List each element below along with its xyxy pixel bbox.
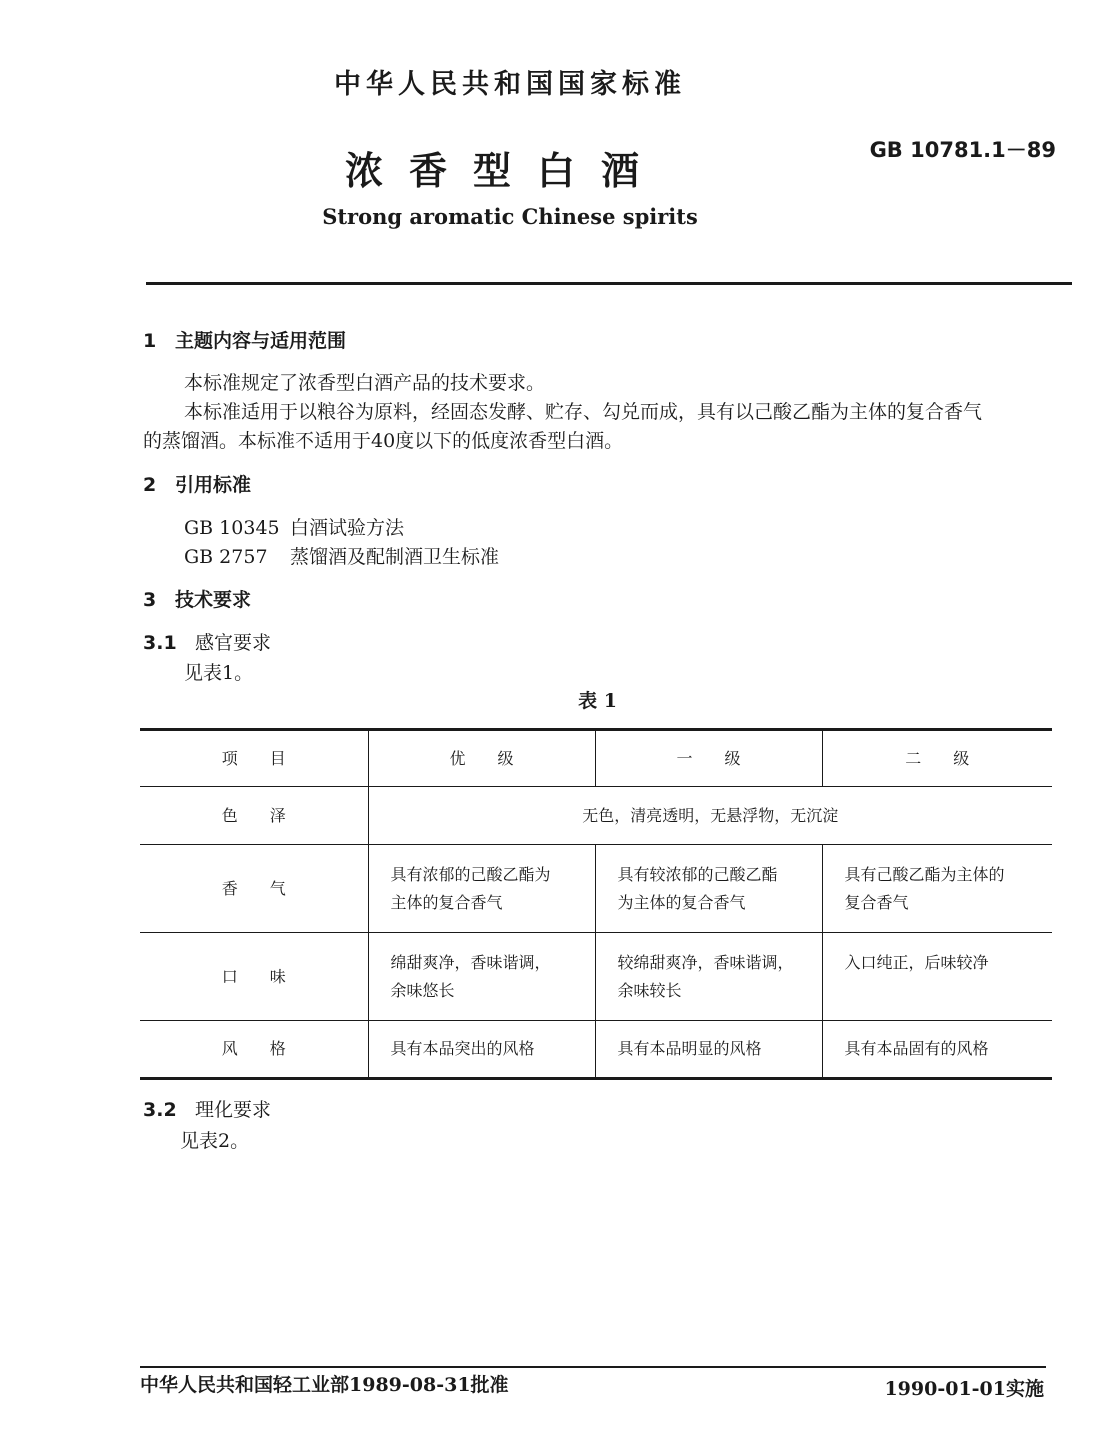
table-cell: 绵甜爽净，香味谐调， 余味悠长	[368, 933, 595, 1021]
page-title-english: Strong aromatic Chinese spirits	[322, 204, 698, 229]
section-3-1-heading	[143, 628, 271, 655]
section-1-heading	[143, 326, 346, 353]
section-3-2-heading	[143, 1095, 271, 1122]
reference-name: 白酒试验方法	[290, 517, 405, 539]
footer-rule	[140, 1366, 1046, 1368]
table-cell: 入口纯正，后味较净	[822, 933, 1052, 1021]
section-title: 理化要求	[195, 1099, 272, 1121]
section-number: 3.1	[143, 632, 177, 654]
table-header-cell: 优 级	[368, 730, 595, 787]
table-cell-spanned: 无色，清亮透明，无悬浮物，无沉淀	[368, 787, 1052, 845]
section-3-heading	[143, 585, 251, 612]
section-number: 2	[143, 474, 157, 496]
table-row	[140, 933, 1052, 1021]
standard-number: GB 10781.1－89	[869, 138, 1056, 162]
section-number: 3	[143, 589, 157, 611]
section-3-1-text: 见表1。	[184, 662, 254, 684]
reference-item	[184, 542, 499, 569]
table-row	[140, 1021, 1052, 1079]
section-title: 技术要求	[175, 589, 252, 611]
table-cell: 具有较浓郁的己酸乙酯 为主体的复合香气	[595, 845, 822, 933]
table-cell: 具有本品突出的风格	[368, 1021, 595, 1079]
table-header-cell: 一 级	[595, 730, 822, 787]
section-3-2-text: 见表2。	[180, 1130, 250, 1152]
section-number: 1	[143, 330, 157, 352]
reference-item	[184, 513, 404, 540]
reference-code: GB 10345	[184, 517, 280, 539]
section-1-paragraph-2: 本标准适用于以粮谷为原料，经固态发酵、贮存、勾兑而成，具有以己酸乙酯为主体的复合香气	[184, 401, 983, 423]
section-1-paragraph-1: 本标准规定了浓香型白酒产品的技术要求。	[184, 372, 546, 394]
table-header-cell: 二 级	[822, 730, 1052, 787]
table-header-cell: 项 目	[221, 748, 286, 768]
table-cell: 具有本品固有的风格	[822, 1021, 1052, 1079]
table-cell: 具有浓郁的己酸乙酯为 主体的复合香气	[368, 845, 595, 933]
standard-agency: 中华人民共和国国家标准	[334, 69, 686, 100]
table-cell: 具有本品明显的风格	[595, 1021, 822, 1079]
table-cell: 较绵甜爽净，香味谐调， 余味较长	[595, 933, 822, 1021]
page-title: 浓香型白酒	[344, 148, 665, 193]
section-title: 主题内容与适用范围	[175, 330, 347, 352]
reference-name: 蒸馏酒及配制酒卫生标准	[290, 546, 500, 568]
section-title: 引用标准	[175, 474, 252, 496]
header-rule	[146, 282, 1072, 285]
section-2-heading	[143, 470, 251, 497]
approval-line: 中华人民共和国轻工业部1989-08-31批准	[140, 1374, 509, 1396]
section-title: 感官要求	[195, 632, 272, 654]
reference-code: GB 2757	[184, 546, 268, 568]
table-cell-item: 香 气	[140, 845, 368, 933]
table-cell-item: 风 格	[140, 1021, 368, 1079]
section-number: 3.2	[143, 1099, 177, 1121]
table-row	[140, 845, 1052, 933]
table-cell-item: 色 泽	[140, 787, 368, 845]
effective-date: 1990-01-01实施	[884, 1378, 1044, 1400]
section-1-paragraph-2-cont: 的蒸馏酒。本标准不适用于40度以下的低度浓香型白酒。	[143, 430, 624, 452]
table-row	[140, 787, 1052, 845]
table-caption: 表 1	[578, 690, 617, 712]
sensory-requirements-table	[140, 728, 1052, 1080]
table-cell-item: 口 味	[140, 933, 368, 1021]
table-cell: 具有己酸乙酯为主体的 复合香气	[822, 845, 1052, 933]
table-header-row	[140, 730, 1052, 787]
